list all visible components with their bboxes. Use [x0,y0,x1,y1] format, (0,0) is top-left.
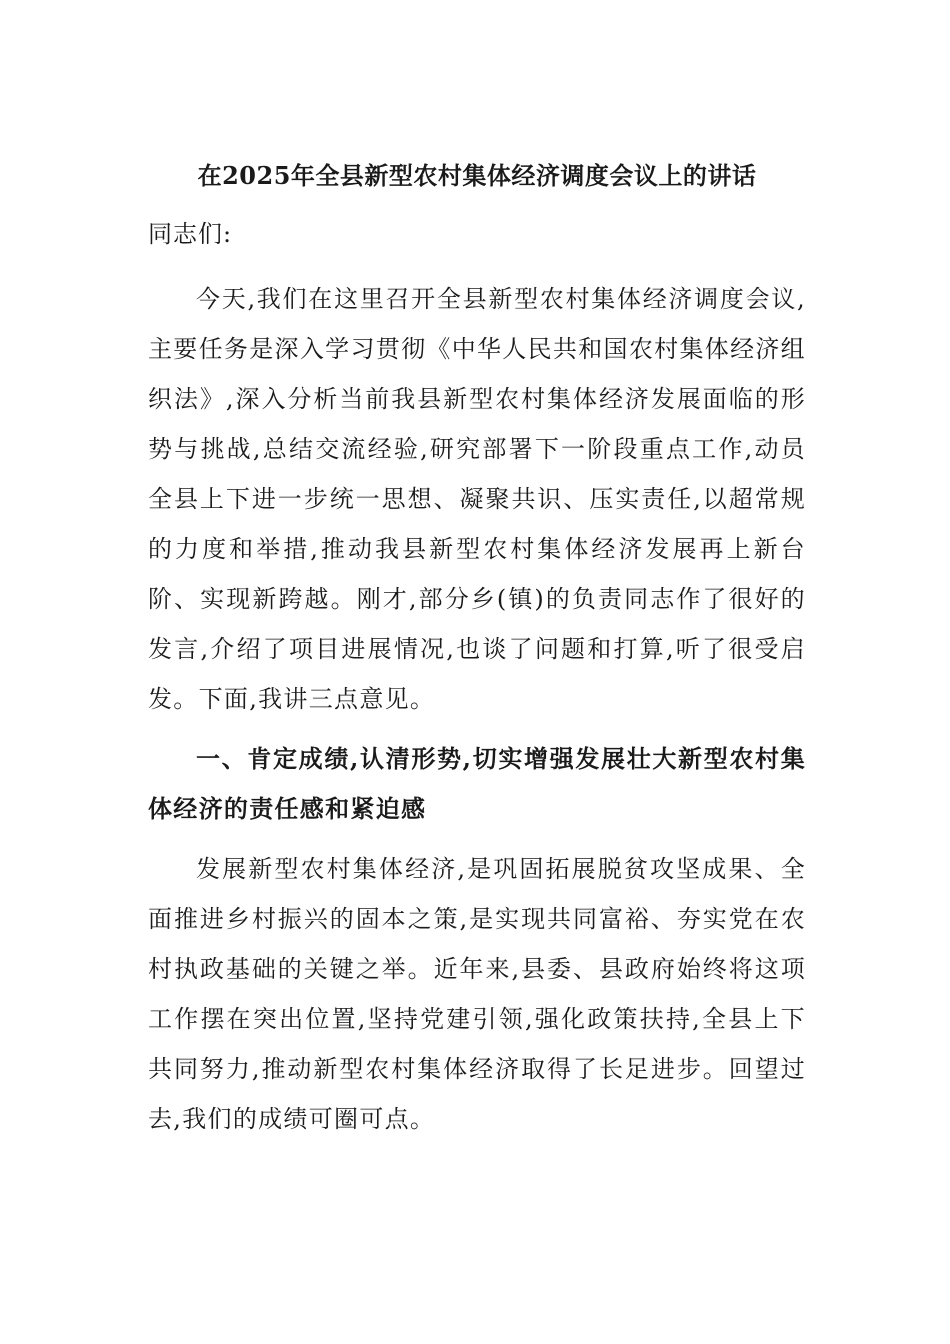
document-body [148,150,806,1144]
section-1-paragraph: 发展新型农村集体经济,是巩固拓展脱贫攻坚成果、全面推进乡村振兴的固本之策,是实现共同富裕、夯实党在农村执政基础的关键之举。近年来,县委、县政府始终将这项工作摆在突出位置,坚持党建引领,强化政策扶持,全县上下共同努力,推动新型农村集体经济取得了长足进步。回望过去,我们的成绩可圈可点。 [148,855,806,1133]
document-title: 在2025年全县新型农村集体经济调度会议上的讲话 [197,161,757,190]
section-heading-1: 一、肯定成绩,认清形势,切实增强发展壮大新型农村集体经济的责任感和紧迫感 [148,744,806,823]
opening-paragraph: 今天,我们在这里召开全县新型农村集体经济调度会议,主要任务是深入学习贯彻《中华人民共和国农村集体经济组织法》,深入分析当前我县新型农村集体经济发展面临的形势与挑战,总结交流经验,研究部署下一阶段重点工作,动员全县上下进一步统一思想、凝聚共识、压实责任,以超常规的力度和举措,推动我县新型农村集体经济发展再上新台阶、实现新跨越。刚才,部分乡(镇)的负责同志作了很好的发言,介绍了项目进展情况,也谈了问题和打算,听了很受启发。下面,我讲三点意见。 [148,285,806,713]
salutation: 同志们: [148,220,233,248]
